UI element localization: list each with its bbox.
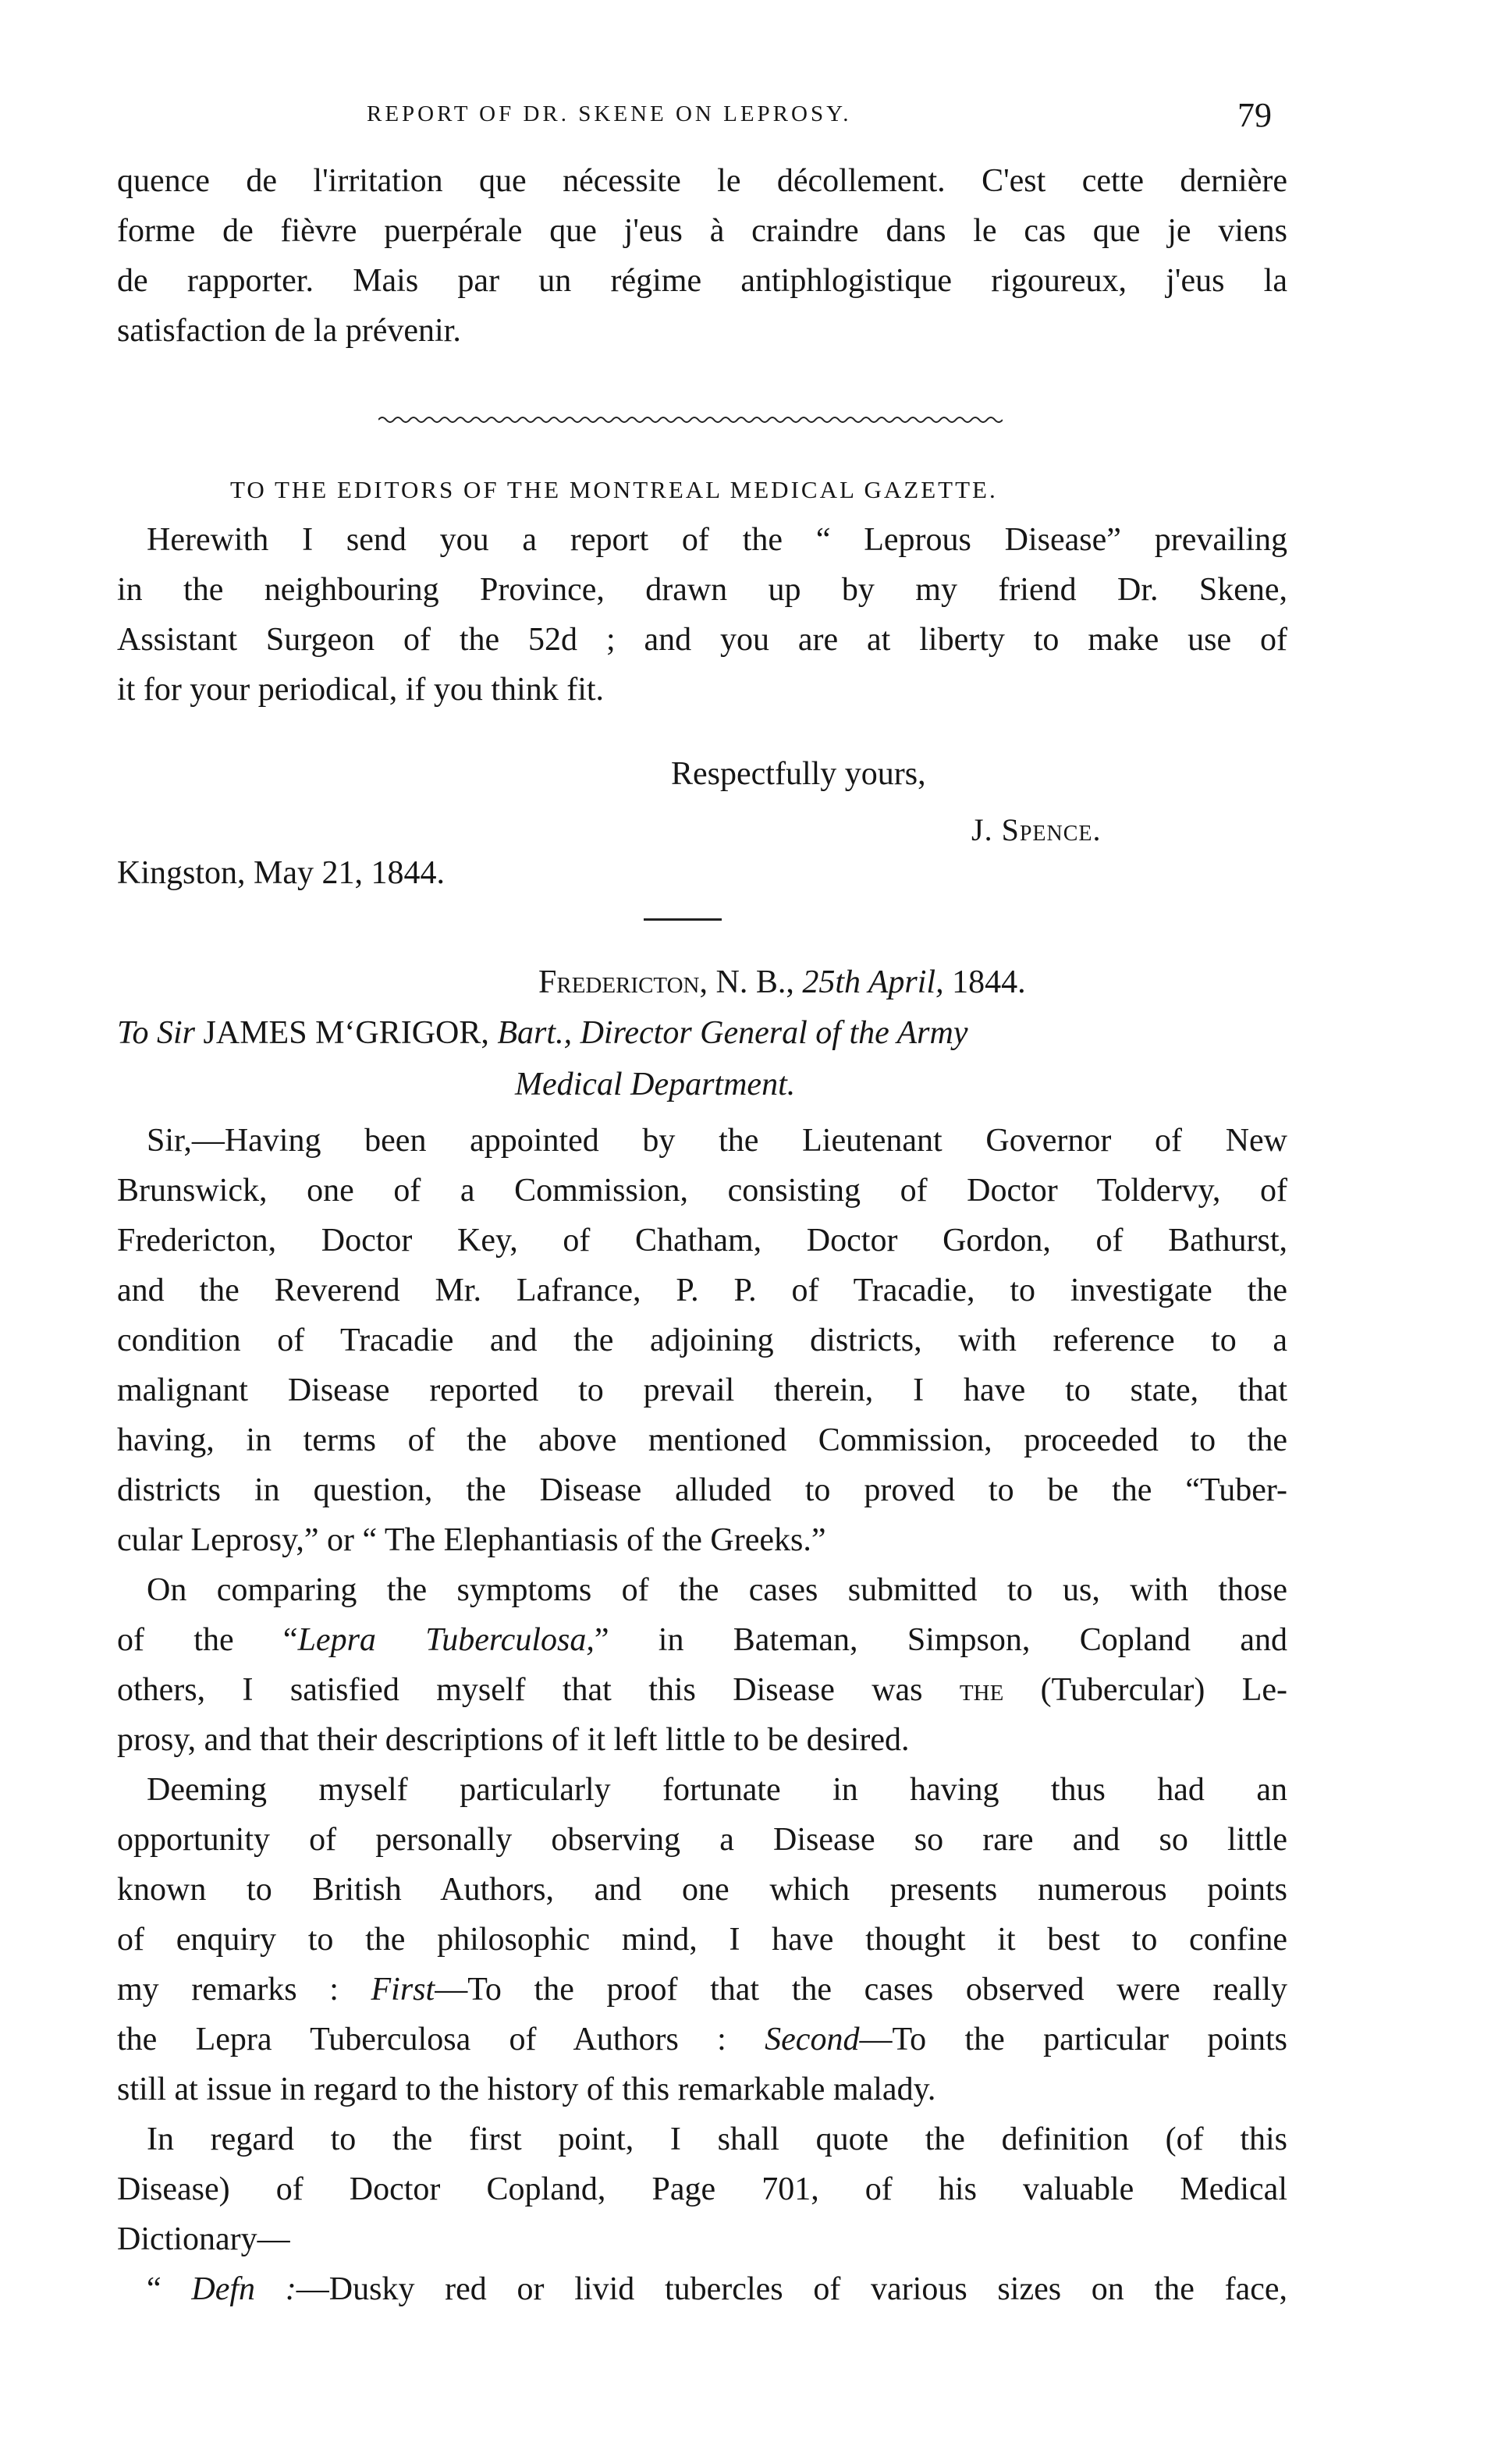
text-line: Sir,—Having been appointed by the Lieutenant Governor of New [147,1123,1287,1159]
text-line: it for your periodical, if you think fit. [117,672,605,708]
letter-heading: TO THE EDITORS OF THE MONTREAL MEDICAL GAZETTE. [230,476,998,503]
text-line [117,2264,1287,2314]
text-span: others, I satisfied myself that this Disease was [117,1672,923,1708]
report-paragraph-3 [117,1765,1287,2114]
italic-span: First [371,1972,435,2008]
small-caps-span: the [959,1672,1004,1708]
text-line: Herewith I send you a report of the “ Leprous Disease” prevailing [147,522,1287,558]
report-addressee-line2 [515,1066,795,1103]
text-line: prosy, and that their descriptions of it left little to be desired. [117,1722,910,1758]
text-line: satisfaction de la prévenir. [117,313,461,349]
text-line [117,1665,1287,1715]
report-addressee [117,1014,967,1052]
text-span: —To the proof that the cases observed were really [435,1972,1288,2008]
text-line: Disease) of Doctor Copland, Page 701, of his valuable Medical [117,2171,1287,2207]
text-span: my remarks : [117,1972,339,2008]
letter-body [117,515,1287,715]
text-line: quence de l'irritation que nécessite le décollement. C'est cette dernière [117,163,1287,199]
text-line: known to British Authors, and one which presents numerous points [117,1872,1287,1908]
text-line: districts in question, the Disease alluded to proved to be the “Tuber- [117,1472,1287,1508]
addressee-name: JAMES M‘GRIGOR, [203,1015,489,1051]
italic-span: Lepra Tuberculosa, [297,1622,595,1658]
text-line: still at issue in regard to the history of this remarkable malady. [117,2072,936,2107]
text-line: In regard to the first point, I shall quote the definition (of this [147,2121,1287,2157]
text-line: malignant Disease reported to prevail therein, I have to state, that [117,1372,1287,1408]
text-line: Dictionary— [117,2221,290,2257]
text-line: having, in terms of the above mentioned Commission, proceeded to the [117,1422,1287,1458]
text-line: and the Reverend Mr. Lafrance, P. P. of Tracadie, to investigate the [117,1273,1287,1308]
text-span: —Dusky red or livid tubercles of various sizes on the face, [296,2271,1287,2307]
addressee-title2: Medical Department. [515,1067,796,1102]
letter-closing: Respectfully yours, [671,756,926,792]
text-line: forme de fièvre puerpérale que j'eus à craindre dans le cas que je viens [117,213,1287,249]
text-line: opportunity of personally observing a Disease so rare and so little [117,1822,1287,1858]
text-line: in the neighbouring Province, drawn up by my friend Dr. Skene, [117,572,1287,608]
text-line [117,1615,1287,1665]
text-line [117,2015,1287,2065]
text-line: condition of Tracadie and the adjoining districts, with reference to a [117,1323,1287,1358]
dateline-date: 25th April, [802,964,944,1000]
text-line: de rapporter. Mais par un régime antiphlogistique rigoureux, j'eus la [117,263,1287,299]
text-span: (Tubercular) Le- [1040,1672,1288,1708]
wavy-divider [378,414,1003,426]
text-line: Assistant Surgeon of the 52d ; and you are at liberty to make use of [117,622,1287,658]
text-line: of enquiry to the philosophic mind, I have thought it best to confine [117,1922,1287,1958]
text-line: Brunswick, one of a Commission, consisting of Doctor Toldervy, of [117,1173,1287,1209]
text-span: ” in Bateman, Simpson, Copland and [594,1622,1287,1658]
letter-signature: J. Spence. [971,812,1102,847]
text-line [117,1965,1287,2015]
dateline-place: Fredericton, N. B., [538,964,794,1000]
report-paragraph-4 [117,2114,1287,2314]
dateline-year: 1844. [952,964,1026,1000]
text-span: “ [147,2271,162,2307]
text-line: Fredericton, Doctor Key, of Chatham, Doctor Gordon, of Bathurst, [117,1223,1287,1259]
report-paragraph-2 [117,1565,1287,1765]
running-header: REPORT OF DR. SKENE ON LEPROSY. [367,101,852,126]
page-number: 79 [1237,96,1272,134]
french-paragraph [117,156,1287,356]
report-dateline [538,964,1026,1001]
italic-span: Second [765,2022,860,2057]
text-span: the Lepra Tuberculosa of Authors : [117,2022,726,2057]
italic-span: Defn : [191,2271,296,2307]
text-line: Deeming myself particularly fortunate in having thus had an [147,1772,1287,1808]
short-rule [644,918,722,921]
text-span: of the “ [117,1622,298,1658]
addressee-to: To Sir [117,1015,196,1051]
letter-place-date: Kingston, May 21, 1844. [117,855,445,891]
addressee-title: Bart., Director General of the Army [497,1015,968,1051]
text-span: —To the particular points [859,2022,1288,2057]
text-line: cular Leprosy,” or “ The Elephantiasis of the Greeks.” [117,1522,826,1558]
text-line: On comparing the symptoms of the cases submitted to us, with those [147,1572,1287,1608]
report-paragraph-1 [117,1116,1287,1565]
